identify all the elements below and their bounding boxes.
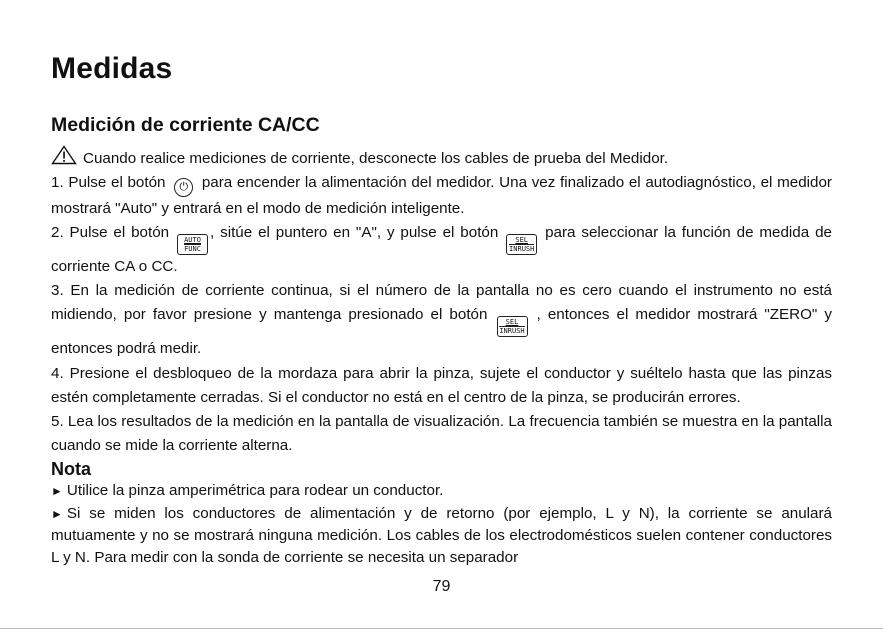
nota-title: Nota (51, 459, 91, 480)
power-button-icon (174, 178, 193, 197)
func-key-bottom: FUNC (184, 245, 201, 253)
step-2-text-c: para seleccionar la función de medida de corriente CA o CC. (51, 224, 832, 275)
warning-triangle-icon (51, 145, 77, 165)
inrush-key-bottom: INRUSH (509, 245, 535, 253)
auto-key-top: AUTO (184, 236, 201, 244)
nota-list (51, 480, 832, 568)
warning-paragraph (51, 145, 832, 171)
section-title: Medición de corriente CA/CC (51, 114, 320, 136)
step-3 (51, 279, 832, 361)
step-3-text-a: 3. En la medición de corriente continua, si el número de la pantalla no es cero cuando el instrumento no está midiendo, por favor presione y mantenga presionado el botón (51, 282, 832, 324)
step-3-text-b: , entonces el medidor mostrará "ZERO" y entonces podrá medir. (51, 306, 832, 358)
step-5: 5. Lea los resultados de la medición en la pantalla de visualización. La frecuencia también se muestra en la pantalla cuando se mide la corriente alterna. (51, 413, 832, 455)
page-bottom-rule (0, 628, 883, 629)
sel-inrush-key-icon (497, 316, 528, 337)
sel-inrush-key-icon (506, 234, 537, 255)
list-item (51, 503, 832, 569)
sel-key-top: SEL (515, 236, 529, 244)
sel-key-top: SEL (505, 318, 519, 327)
bullet-arrow-icon: ► (51, 484, 63, 499)
auto-func-key-icon (177, 234, 208, 255)
step-2-text-b: , sitúe el puntero en "A", y pulse el botón (210, 224, 499, 241)
step-4: 4. Presione el desbloqueo de la mordaza para abrir la pinza, sujete el conductor y suéltelo hasta que las pinzas estén completamente cerradas. Si el conductor no está en el centro de la pinza, se producirán errores. (51, 364, 832, 406)
inrush-key-bottom: INRUSH (499, 327, 525, 336)
list-item (51, 480, 832, 503)
power-glyph: ⏻ (179, 181, 189, 194)
step-1-text-b: para encender la alimentación del medidor. Una vez finalizado el autodiagnóstico, el medidor mostrará "Auto" y entrará en el modo de medición inteligente. (51, 174, 832, 217)
warning-text: Cuando realice mediciones de corriente, desconecte los cables de prueba del Medidor. (83, 150, 669, 167)
body-text (51, 145, 832, 568)
step-1-text-a: 1. Pulse el botón (51, 174, 166, 192)
nota-bullet-1: Utilice la pinza amperimétrica para rodear un conductor. (66, 482, 444, 500)
page-number: 79 (432, 578, 451, 595)
step-1 (51, 171, 832, 221)
step-2-text-a: 2. Pulse el botón (51, 224, 170, 241)
page-title: Medidas (51, 52, 173, 85)
bullet-arrow-icon: ► (51, 506, 63, 521)
step-2 (51, 221, 832, 279)
nota-bullet-2: Si se miden los conductores de alimentación y de retorno (por ejemplo, L y N), la corriente se anulará mutuamente y no se mostrará ninguna medición. Los cables de los electrodomésticos suelen contener conductores L y N. Para medir con la sonda de corriente se necesita un separador (51, 504, 832, 566)
